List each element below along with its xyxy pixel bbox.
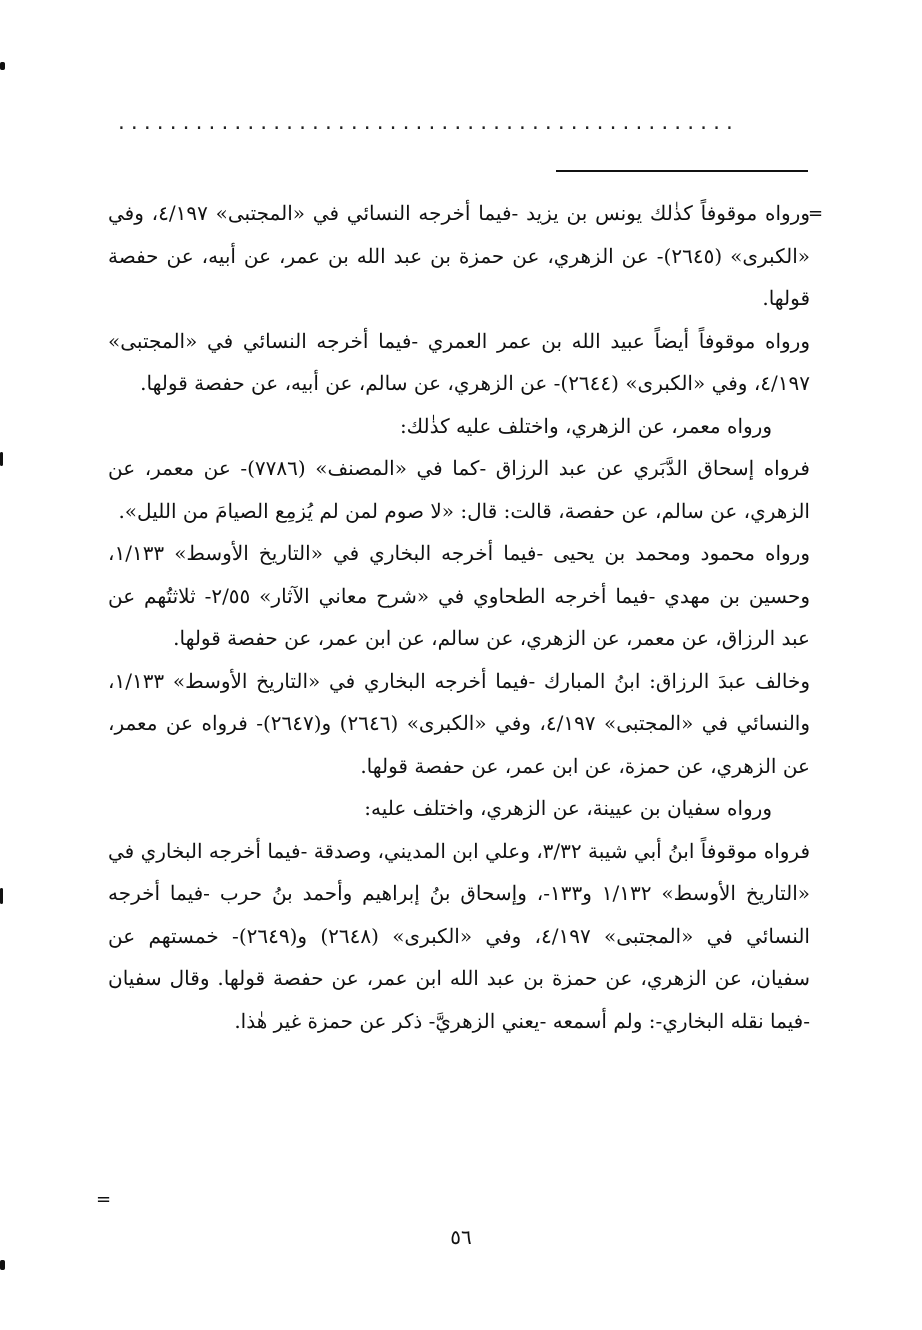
margin-mark	[0, 1260, 5, 1270]
dotted-separator: ................................................	[116, 114, 737, 134]
paragraph: ورواه موقوفاً كذٰلك يونس بن يزيد -فيما أخرجه النسائي في «المجتبى» ٤/١٩٧، وفي «الكبرى» (٢٦٤٥)- عن الزهري، عن حمزة بن عبد الله بن عمر، عن أبيه، عن حفصة قولها.	[108, 201, 810, 310]
margin-mark	[0, 62, 5, 70]
paragraph: فرواه موقوفاً ابنُ أبي شيبة ٣/٣٢، وعلي ابن المديني، وصدقة -فيما أخرجه البخاري في «التاريخ الأوسط» ١/١٣٢ و١٣٣-، وإسحاق بنُ إبراهيم وأحمد بنُ حرب -فيما أخرجه النسائي في «المجتبى» ٤/١٩٧، وفي «الكبرى» (٢٦٤٨) و(٢٦٤٩)- خمستهم عن سفيان، عن الزهري، عن حمزة بن عبد الله ابن عمر، عن حفصة قولها. وقال سفيان -فيما نقله البخاري-: ولم أسمعه -يعني الزهريَّ- ذكر عن حمزة غير هٰذا.	[107, 838, 811, 1033]
footnote-rule	[556, 170, 808, 172]
footnote-continuation-mark-bottom: =	[96, 1189, 112, 1210]
page-number: ٥٦	[450, 1225, 472, 1249]
paragraph: فرواه إسحاق الدَّبَري عن عبد الرزاق -كما في «المصنف» (٧٧٨٦)- عن معمر، عن الزهري، عن سالم، عن حفصة، قالت: قال: «لا صوم لمن لم يُزمِع الصيامَ من الليل».	[108, 456, 810, 523]
paragraph: ورواه معمر، عن الزهري، واختلف عليه كذٰلك:	[399, 413, 772, 438]
paragraph: ورواه سفيان بن عيينة، عن الزهري، واختلف عليه:	[364, 796, 772, 820]
paragraph: وخالف عبدَ الرزاق: ابنُ المبارك -فيما أخرجه البخاري في «التاريخ الأوسط» ١/١٣٣، والنسائي في «المجتبى» ٤/١٩٧، وفي «الكبرى» (٢٦٤٦) و(٢٦٤٧)- فرواه عن معمر، عن الزهري، عن حمزة، عن ابن عمر، عن حفصة قولها.	[108, 668, 810, 778]
footnote-continuation-mark-top: =	[808, 203, 824, 224]
margin-mark	[0, 888, 3, 904]
footnote-text	[108, 192, 810, 1042]
margin-mark	[0, 452, 3, 466]
paragraph: ورواه موقوفاً أيضاً عبيد الله بن عمر العمري -فيما أخرجه النسائي في «المجتبى» ٤/١٩٧، وفي «الكبرى» (٢٦٤٤)- عن الزهري، عن سالم، عن أبيه، عن حفصة قولها.	[108, 328, 810, 395]
paragraph: ورواه محمود ومحمد بن يحيى -فيما أخرجه البخاري في «التاريخ الأوسط» ١/١٣٣، وحسين بن مهدي -فيما أخرجه الطحاوي في «شرح معاني الآثار» ٢/٥٥- ثلاثتُهم عن عبد الرزاق، عن معمر، عن الزهري، عن سالم، عن ابن عمر، عن حفصة قولها.	[108, 541, 810, 650]
